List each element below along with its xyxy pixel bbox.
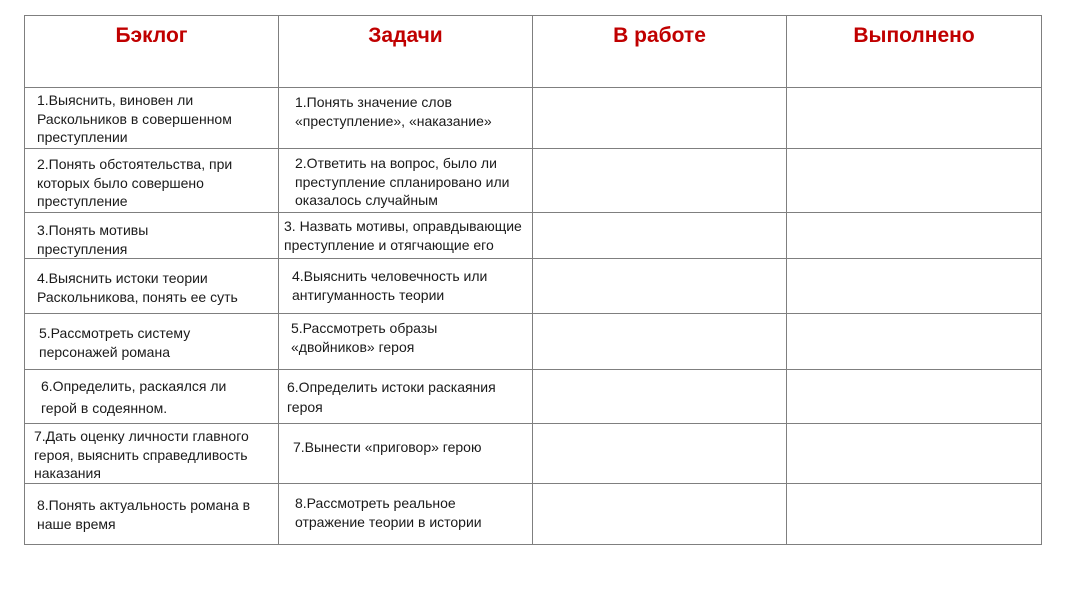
backlog-cell: [25, 314, 279, 370]
table-row: [25, 88, 1042, 149]
task-cell: [279, 259, 533, 314]
backlog-text: 5.Рассмотреть систему персонажей романа: [39, 325, 191, 360]
header-done: Выполнено: [787, 16, 1042, 88]
task-text: 7.Вынести «приговор» герою: [293, 439, 482, 455]
task-cell: [279, 88, 533, 149]
table-row: [25, 149, 1042, 213]
done-cell: [787, 370, 1042, 424]
backlog-cell: [25, 149, 279, 213]
done-cell: [787, 88, 1042, 149]
header-backlog: Бэклог: [25, 16, 279, 88]
table-row: [25, 314, 1042, 370]
backlog-cell: [25, 259, 279, 314]
table-row: [25, 370, 1042, 424]
backlog-text: 7.Дать оценку личности главного героя, выяснить справедливость наказания: [34, 428, 249, 481]
done-cell: [787, 424, 1042, 484]
task-text: 3. Назвать мотивы, оправдывающие преступление и отягчающие его: [284, 218, 522, 253]
kanban-table: [24, 15, 1042, 545]
done-cell: [787, 314, 1042, 370]
table-row: [25, 259, 1042, 314]
done-cell: [787, 213, 1042, 259]
in-progress-cell: [533, 213, 787, 259]
backlog-text: 3.Понять мотивы преступления: [37, 222, 149, 257]
task-cell: [279, 149, 533, 213]
in-progress-cell: [533, 370, 787, 424]
task-cell: [279, 213, 533, 259]
backlog-cell: [25, 213, 279, 259]
in-progress-cell: [533, 149, 787, 213]
in-progress-cell: [533, 314, 787, 370]
task-text: 5.Рассмотреть образы «двойников» героя: [291, 320, 438, 355]
backlog-text: 8.Понять актуальность романа в наше время: [37, 497, 251, 532]
backlog-text: 6.Определить, раскаялся ли герой в содеянном.: [41, 378, 227, 416]
header-row: [25, 16, 1042, 88]
table-row: [25, 424, 1042, 484]
table-row: [25, 213, 1042, 259]
done-cell: [787, 484, 1042, 545]
in-progress-cell: [533, 424, 787, 484]
task-text: 6.Определить истоки раскаяния героя: [287, 379, 496, 415]
task-text: 1.Понять значение слов «преступление», «наказание»: [295, 94, 492, 129]
task-cell: [279, 424, 533, 484]
backlog-cell: [25, 484, 279, 545]
table-row: [25, 484, 1042, 545]
backlog-text: 4.Выяснить истоки теории Раскольникова, понять ее суть: [37, 270, 238, 305]
backlog-cell: [25, 424, 279, 484]
backlog-text: 2.Понять обстоятельства, при которых было совершено преступление: [37, 156, 233, 209]
task-cell: [279, 484, 533, 545]
task-text: 2.Ответить на вопрос, было ли преступление спланировано или оказалось случайным: [295, 155, 510, 208]
task-text: 4.Выяснить человечность или антигуманность теории: [292, 268, 488, 303]
done-cell: [787, 149, 1042, 213]
backlog-cell: [25, 370, 279, 424]
header-tasks: Задачи: [279, 16, 533, 88]
in-progress-cell: [533, 259, 787, 314]
done-cell: [787, 259, 1042, 314]
in-progress-cell: [533, 484, 787, 545]
task-text: 8.Рассмотреть реальное отражение теории в истории: [295, 495, 482, 530]
header-in-progress: В работе: [533, 16, 787, 88]
backlog-text: 1.Выяснить, виновен ли Раскольников в совершенном преступлении: [37, 92, 232, 145]
task-cell: [279, 314, 533, 370]
backlog-cell: [25, 88, 279, 149]
task-cell: [279, 370, 533, 424]
in-progress-cell: [533, 88, 787, 149]
